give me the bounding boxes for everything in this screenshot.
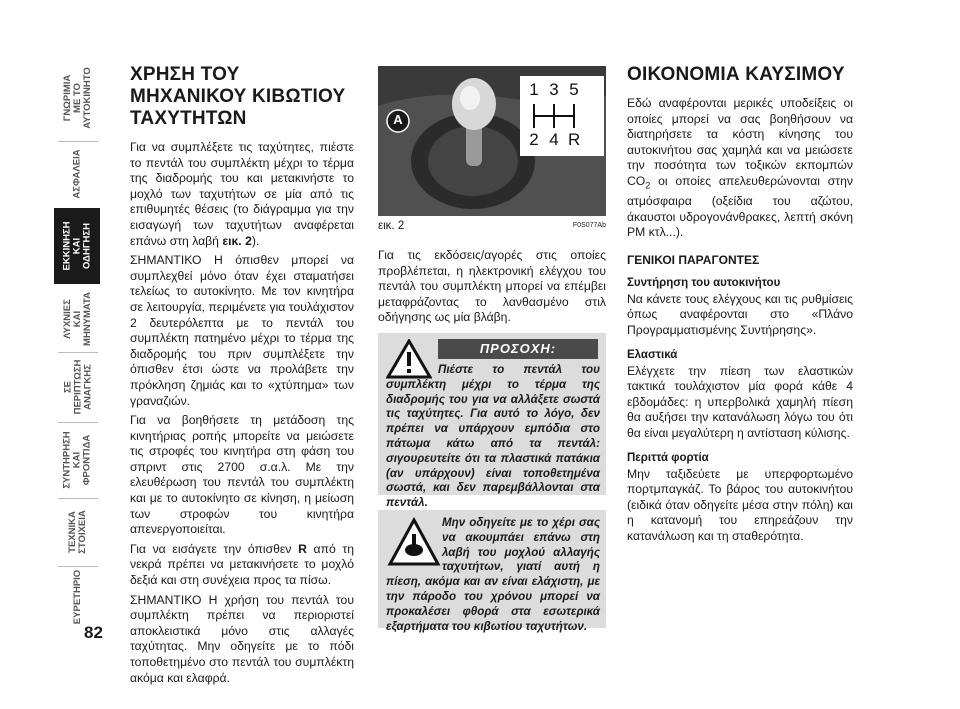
tab-label: ΕΚΚΙΝΗΣΗ ΚΑΙ ΟΔΗΓΗΣΗ	[61, 221, 93, 271]
tab-emergency[interactable]	[58, 355, 98, 419]
gear-lever-figure	[378, 66, 606, 216]
tab-maintenance[interactable]	[58, 425, 98, 495]
paragraph: Να κάνετε τους ελέγχους και τις ρυθμίσεις όπως αναφέρονται στο «Πλάνο Προγραμματισμένης Συντήρησης».	[627, 291, 853, 337]
gear-label: 2	[529, 130, 539, 149]
tab-technical-data[interactable]	[58, 501, 98, 563]
tab-label: ΤΕΧΝΙΚΑ ΣΤΟΙΧΕΙΑ	[67, 510, 89, 554]
tab-safety[interactable]	[58, 144, 98, 204]
reverse-gear-letter: R	[298, 541, 307, 556]
middle-column	[378, 248, 606, 330]
text-run: οι οποίες απελευθερώνονται στην ατμόσφαιρα (οξείδια του αζώτου, άκαυστοι υδρογονάνθρακες, λεπτή σκόνη PM κτλ...).	[627, 173, 853, 240]
tab-label: ΓΝΩΡΙΜΙΑ ΜΕ ΤΟ ΑΥΤΟΚΙΝΗΤΟ	[62, 67, 94, 129]
text-run: Για να συμπλέξετε τις ταχύτητες, πιέστε το πεντάλ του συμπλέκτη μέχρι το τέρμα της διαδρομής του και μετακινήστε το μοχλό των ταχυτήτων σε μία από τις επιθυμητές θέσεις (το διάγραμμα για την εισαγωγή των ταχυτήτων αναφέρεται επάνω στη λαβή	[130, 140, 354, 248]
note-body: Μην οδηγείτε με το χέρι σας να ακουμπάει επάνω στη λαβή του μοχλού αλλαγής ταχυτήτων, γιατί αυτή η πίεση, ακόμα και αν είναι ελάχιστη, με την πάροδο του χρόνου μπορεί να προκαλέσει φθορά στα εσωτερικά εξαρτήματα του κιβωτίου ταχυτήτων.	[386, 516, 600, 633]
tab-divider	[58, 352, 98, 353]
section-title-gearbox: ΧΡΗΣΗ ΤΟΥ ΜΗΧΑΝΙΚΟΥ ΚΙΒΩΤΙΟΥ ΤΑΧΥΤΗΤΩΝ	[130, 64, 346, 129]
gear-label: 4	[549, 130, 559, 149]
warning-text	[386, 363, 600, 511]
note-box	[378, 510, 606, 633]
tab-warning-lights[interactable]	[58, 288, 98, 350]
warning-body: Πιέστε το πεντάλ του συμπλέκτη μέχρι το τέρμα της διαδρομής του για να αλλάξετε σωστά τις ταχύτητες. Για αυτό το λόγο, δεν πρέπει να υπάρχουν εμπόδια στο πάτωμα κάτω από τα πεντάλ: σιγουρευτείτε ότι τα πλαστικά πατάκια (αν υπάρχουν) είναι τοποθετημένα σωστά, και δεν παρεμβάλλονται στα πεντάλ.	[386, 363, 600, 510]
co2-text: CO	[627, 173, 646, 188]
text-run: Εδώ αναφέρονται μερικές υποδείξεις οι οποίες μπορεί να σας βοηθήσουν να διατηρήσετε τα κόστη κίνησης του αυτοκινήτου σας χαμηλά και να μειώσετε την ποσότητα των τοξικών εκπομπών	[627, 96, 853, 173]
callout-a: A	[393, 112, 403, 127]
tab-divider	[58, 498, 98, 499]
note-text	[386, 516, 600, 634]
tab-label: ΑΣΦΑΛΕΙΑ	[72, 149, 84, 199]
maintenance-subheading: Συντήρηση του αυτοκινήτου	[627, 276, 781, 289]
figure-reference: εικ. 2	[222, 233, 252, 248]
gear-label: 3	[549, 80, 559, 99]
paragraph: ΣΗΜΑΝΤΙΚΟ Η όπισθεν μπορεί να συμπλεχθεί μόνο όταν έχει σταματήσει τελείως το αυτοκίνητο. Με τον κινητήρα σε λειτουργία, περιμένετε για τουλάχιστον 2 δευτερόλεπτα με το πεντάλ του συμπλέκτη πατημένο μέχρι το τέρμα της διαδρομής του πριν συμπλέξετε την όπισθεν έτσι ώστε να προλάβετε την πρόκληση ζημιάς και το «χτύπημα» των γραναζιών.	[130, 253, 354, 408]
tab-divider	[58, 141, 98, 142]
tab-divider	[58, 566, 98, 567]
float-spacer	[386, 363, 438, 377]
text-run: ).	[251, 233, 260, 248]
tab-getting-to-know-car[interactable]	[58, 58, 98, 138]
paragraph	[130, 542, 354, 589]
warning-box	[378, 333, 606, 510]
tab-label: ΕΥΡΕΤΗΡΙΟ	[72, 569, 83, 625]
tab-label: ΣΕ ΠΕΡΙΠΤΩΣΗ ΑΝΑΓΚΗΣ	[62, 359, 93, 415]
left-column	[130, 64, 354, 690]
paragraph: Ελέγχετε την πίεση των ελαστικών τακτικά τουλάχιστον μία φορά κάθε 4 εβδομάδες: η υπερβολικά χαμηλή πίεση θα αυξήσει την κατανάλωση λόγω του ότι θα είναι μεγαλύτερη η αντίσταση κύλισης.	[627, 363, 853, 440]
section-title-fuel-economy: ΟΙΚΟΝΟΜΙΑ ΚΑΥΣΙΜΟΥ	[627, 64, 845, 85]
paragraph: Μην ταξιδεύετε με υπερφορτωμένο πορτμπαγκάζ. Το βάρος του αυτοκινήτου (ειδικά όταν οδηγείτε μέσα στην πόλη) και η κατανομή του επηρεάζουν την κατανάλωση και τη σταθερότητα.	[627, 466, 853, 543]
figure-caption	[378, 220, 606, 232]
text-run: από τη νεκρά πρέπει να μετακινήσετε το μοχλό δεξιά και στη συνέχεια προς τα πίσω.	[130, 541, 354, 588]
paragraph	[130, 140, 354, 249]
right-column	[627, 64, 853, 549]
text-run: Για να εισάγετε την όπισθεν	[130, 541, 299, 556]
figure-caption-label: εικ. 2	[378, 220, 405, 232]
gear-label: 5	[569, 80, 579, 99]
gear-label: R	[568, 130, 581, 149]
paragraph: Για τις εκδόσεις/αγορές στις οποίες προβλέπεται, η ηλεκτρονική ελέγχου του πεντάλ του συμπλέκτη μπορεί να επέμβει μεταφράζοντας το λανθασμένο στιλ οδήγησης ως μία βλάβη.	[378, 248, 606, 325]
tab-label: ΣΥΝΤΗΡΗΣΗ ΚΑΙ ΦΡΟΝΤΙΔΑ	[62, 431, 94, 489]
tab-divider	[58, 422, 98, 423]
paragraph: ΣΗΜΑΝΤΙΚΟ Η χρήση του πεντάλ του συμπλέκτη πρέπει να περιοριστεί αποκλειστικά μόνο στις αλλαγές ταχύτητας. Μην οδηγείτε με το πόδι τοποθετημένο στο πεντάλ του συμπλέκτη ακόμα και ελαφρά.	[130, 592, 354, 685]
co2-subscript: 2	[645, 180, 651, 191]
paragraph: Για να βοηθήσετε τη μετάδοση της κινητήριας ροπής μπορείτε να μειώσετε τις στροφές του κινητήρα στη φάση του σπριντ στις 2700 σ.α.λ. Με την ελευθέρωση του πεντάλ του συμπλέκτη και με το αυτοκίνητο σε κίνηση, η μείωση των στροφών του κινητήρα απενεργοποιείται.	[130, 413, 354, 537]
tab-index[interactable]	[58, 569, 98, 625]
figure-code: F0S077Ab	[572, 222, 606, 229]
unnecessary-loads-subheading: Περιττά φορτία	[627, 451, 709, 464]
warning-header: ΠΡΟΣΟΧΗ:	[438, 339, 598, 359]
tab-label: ΛΥΧΝΙΕΣ ΚΑΙ ΜΗΝΥΜΑΤΑ	[62, 292, 94, 346]
general-factors-heading: ΓΕΝΙΚΟΙ ΠΑΡΑΓΟΝΤΕΣ	[627, 252, 760, 267]
paragraph	[627, 96, 853, 241]
gear-label: 1	[529, 80, 539, 99]
tab-starting-and-driving[interactable]	[54, 208, 100, 284]
tyres-subheading: Ελαστικά	[627, 348, 678, 361]
no-hand-on-gear-icon	[386, 516, 442, 572]
page-number: 82	[84, 623, 103, 642]
